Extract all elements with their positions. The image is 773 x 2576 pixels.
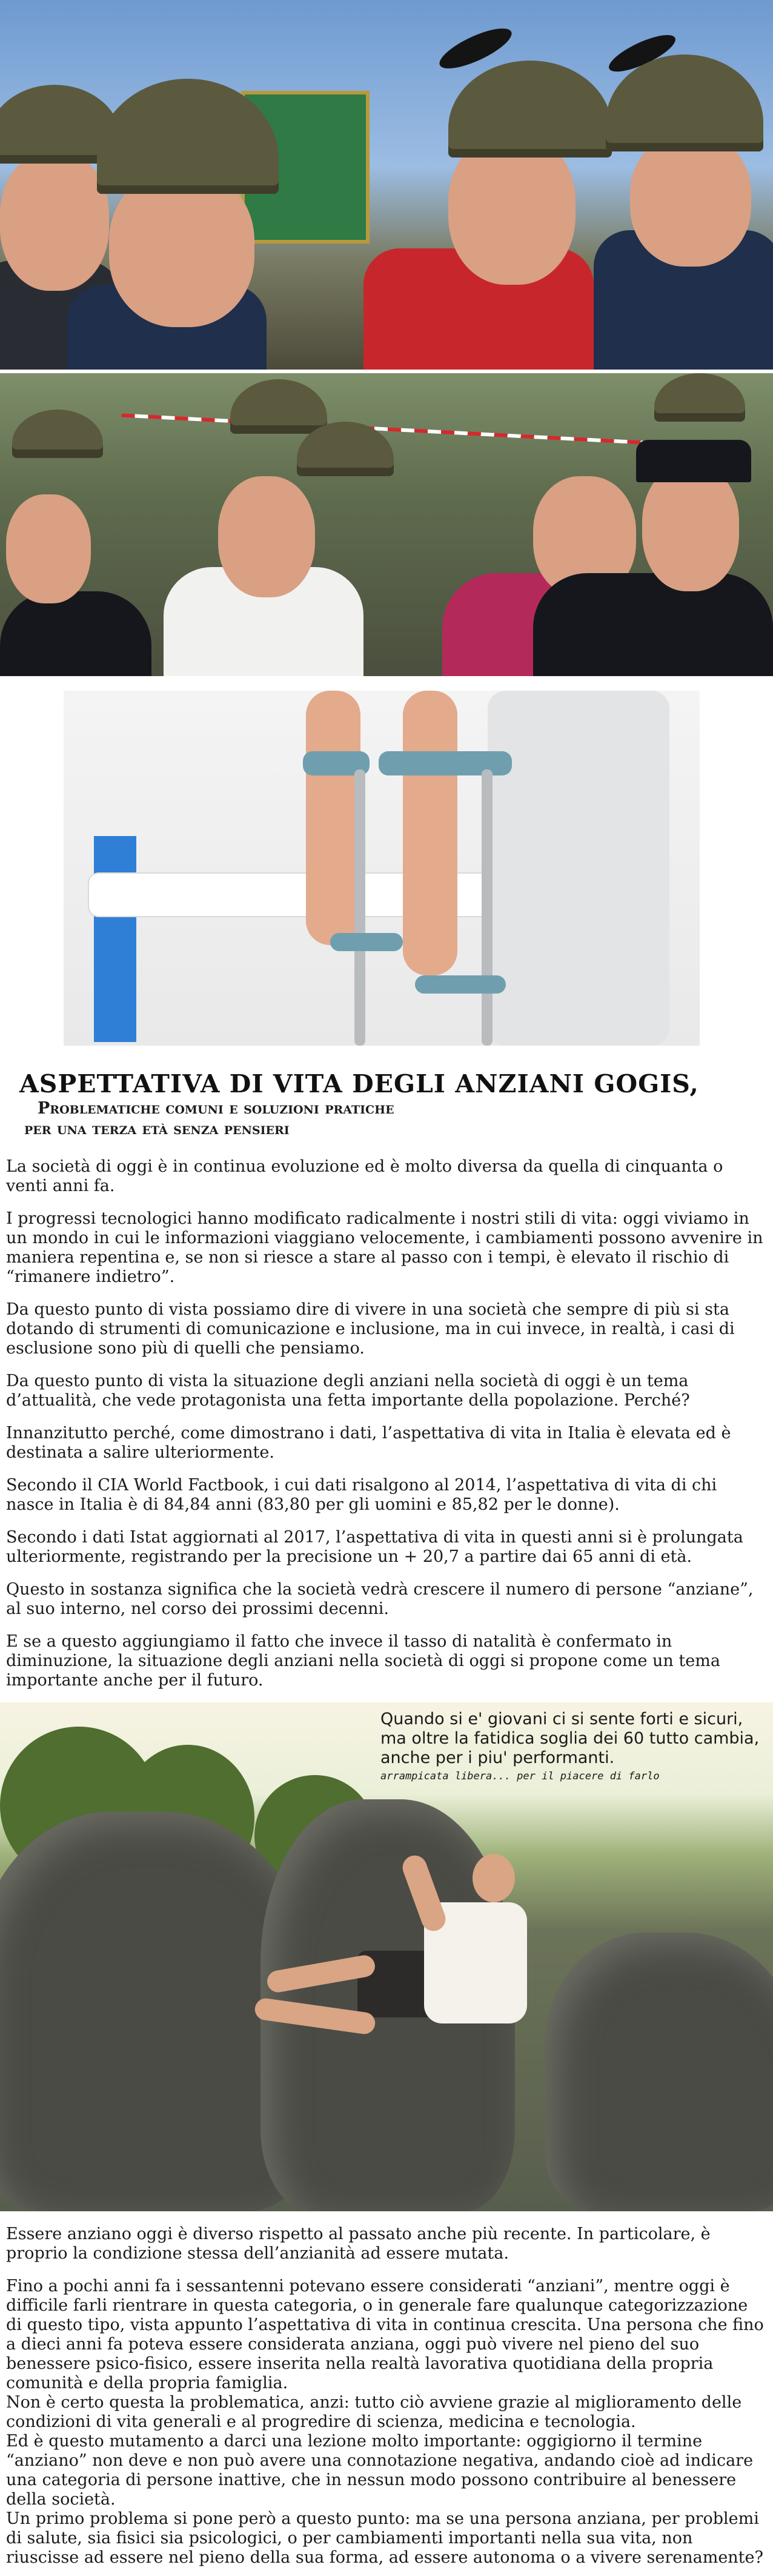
climber-head xyxy=(473,1854,515,1902)
person-face xyxy=(6,494,91,603)
alpine-hat xyxy=(230,379,327,434)
person-face xyxy=(0,151,109,291)
crutch-shaft xyxy=(482,769,493,1046)
paragraph: Da questo punto di vista possiamo dire di vivere in una società che sempre di più si sta dotando di strumenti di comunicazione e inclusione, ma in cui invece, in realtà, i casi di esclusione sono più di quelli che pensiamo. xyxy=(6,1300,735,1358)
alpine-hat xyxy=(12,410,103,458)
paragraph: E se a questo aggiungiamo il fatto che invece il tasso di natalità è confermato in diminuzione, la situazione degli anziani nella società di oggi si propone come un tema importante anche per il futuro. xyxy=(6,1632,720,1690)
paragraph: La società di oggi è in continua evoluzione ed è molto diversa da quella di cinquanta o venti anni fa. xyxy=(6,1157,723,1195)
paragraph: Ed è questo mutamento a darci una lezione molto importante: oggigiorno il termine “anziano” non deve e non può avere una connotazione negativa, andando cioè ad indicare una categoria di persone inattive, che in nessun modo possono contribuire al benessere della società. xyxy=(6,2432,754,2509)
crutch-handle xyxy=(330,933,403,951)
crutch-shaft xyxy=(354,769,365,1046)
crutch-handle xyxy=(415,975,506,994)
alpine-hat xyxy=(654,373,745,422)
article-body-1 xyxy=(6,1157,766,1704)
carabiniere-hat xyxy=(636,440,751,482)
caption-small-text: arrampicata libera... per il piacere di farlo xyxy=(380,1770,660,1782)
paragraph: Un primo problema si pone però a questo punto: ma se una persona anziana, per problemi di salute, sia fisici sia psicologici, o per cambiamenti importanti nella sua vita, non riuscisse ad essere nel pieno della sua forma, ad essere autonoma o a vivere serenamente? xyxy=(6,2509,763,2567)
climbing-caption xyxy=(380,1710,768,1784)
crutches-photo xyxy=(64,691,700,1046)
priest-cassock xyxy=(0,591,151,676)
person-face xyxy=(218,476,315,597)
rock xyxy=(545,1933,773,2211)
caption-text: Quando si e' giovani ci si sente forti e sicuri, ma oltre la fatidica soglia dei 60 tutto cambia, anche per i piu' performanti. xyxy=(380,1710,760,1767)
article-body-2 xyxy=(6,2225,766,2568)
blue-post xyxy=(94,836,136,1042)
barrier-tape xyxy=(121,413,666,445)
subtitle-line-1: Problematiche comuni e soluzioni pratiche xyxy=(38,1099,394,1118)
alpini-photo xyxy=(0,0,773,370)
paragraph: Innanzitutto perché, come dimostrano i dati, l’aspettativa di vita in Italia è elevata ed è destinata a salire ulteriormente. xyxy=(6,1424,731,1462)
person-face xyxy=(642,464,739,591)
patient-arm xyxy=(306,691,360,945)
paragraph: I progressi tecnologici hanno modificato radicalmente i nostri stili di vita: oggi viviamo in un mondo in cui le informazioni viaggiano velocemente, i cambiamenti possono avvenire in maniera repentina e, se non si riesce a stare al passo con i tempi, è elevato il rischio di “rimanere indietro”. xyxy=(6,1209,763,1286)
paragraph: Da questo punto di vista la situazione degli anziani nella società di oggi è un tema d’attualità, che vede protagonista una fetta importante della popolazione. Perché? xyxy=(6,1372,690,1410)
paragraph: Questo in sostanza significa che la società vedrà crescere il numero di persone “anziane”, al suo interno, nel corso dei prossimi decenni. xyxy=(6,1580,754,1618)
paragraph: Non è certo questa la problematica, anzi: tutto ciò avviene grazie al miglioramento delle condizioni di vita generali e al progredire di scienza, medicina e tecnologia. xyxy=(6,2393,742,2431)
article-heading xyxy=(19,1069,752,1140)
paragraph: Secondo i dati Istat aggiornati al 2017, l’aspettativa di vita in questi anni si è prolungata ulteriormente, registrando per la precisione un + 20,7 a partire dai 65 anni di età. xyxy=(6,1528,743,1566)
alpine-hat xyxy=(448,61,612,158)
patient-leg xyxy=(488,691,669,1046)
paragraph: Fino a pochi anni fa i sessantenni potevano essere considerati “anziani”, mentre oggi è difficile farli rientrare in questa categoria, o in generale fare qualunque categorizzazione di questo tipo, vista appunto l’aspettativa di vita in continua crescita. Una persona che fino a dieci anni fa poteva essere considerata anziana, oggi può vivere nel pieno del suo benessere psico-fisico, essere inserita nella realtà lavorativa quotidiana della propria comunità e della propria famiglia. xyxy=(6,2277,764,2392)
paragraph: Secondo il CIA World Factbook, i cui dati risalgono al 2014, l’aspettativa di vita di chi nasce in Italia è di 84,84 anni (83,80 per gli uomini e 85,82 per le donne). xyxy=(6,1476,717,1514)
carabiniere-uniform xyxy=(533,573,773,676)
crowd-photo xyxy=(0,373,773,676)
page-title: ASPETTATIVA DI VITA DEGLI ANZIANI GOGIS, xyxy=(19,1069,699,1098)
paragraph: Essere anziano oggi è diverso rispetto al passato anche più recente. In particolare, è proprio la condizione stessa dell’anzianità ad essere mutata. xyxy=(6,2225,711,2263)
person-face xyxy=(630,133,751,267)
patient-arm xyxy=(403,691,457,975)
subtitle-line-2: per una terza età senza pensieri xyxy=(24,1120,290,1138)
